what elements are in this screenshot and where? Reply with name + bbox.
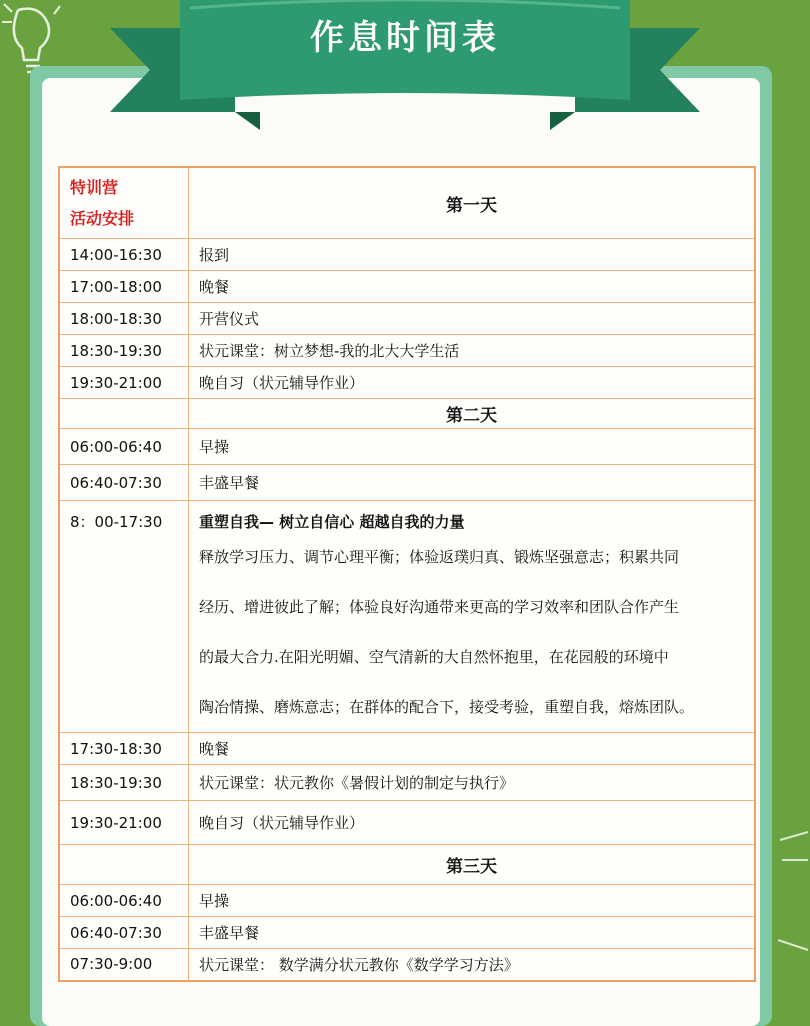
activity-cell: 早操 bbox=[189, 885, 756, 917]
table-row bbox=[59, 239, 755, 271]
page-title: 作息时间表 bbox=[310, 18, 500, 58]
table-row bbox=[59, 429, 755, 465]
day-heading: 第三天 bbox=[189, 845, 756, 885]
schedule-table bbox=[58, 166, 756, 982]
empty-cell bbox=[59, 845, 189, 885]
activity-description-cell bbox=[189, 501, 756, 733]
time-cell: 06:00-06:40 bbox=[59, 885, 189, 917]
activity-heading: 重塑自我— 树立自信心 超越自我的力量 bbox=[199, 513, 465, 531]
time-cell: 06:40-07:30 bbox=[59, 465, 189, 501]
table-row bbox=[59, 465, 755, 501]
time-cell: 17:00-18:00 bbox=[59, 271, 189, 303]
table-row bbox=[59, 801, 755, 845]
activity-cell: 丰盛早餐 bbox=[189, 917, 756, 949]
table-row bbox=[59, 949, 755, 981]
description-line: 经历、增进彼此了解；体验良好沟通带来更高的学习效率和团队合作产生 bbox=[199, 598, 680, 616]
time-cell: 18:30-19:30 bbox=[59, 765, 189, 801]
time-cell: 19:30-21:00 bbox=[59, 801, 189, 845]
activity-cell: 晚自习（状元辅导作业） bbox=[189, 367, 756, 399]
time-cell: 06:40-07:30 bbox=[59, 917, 189, 949]
table-row bbox=[59, 917, 755, 949]
header-label bbox=[59, 167, 189, 239]
time-cell: 17:30-18:30 bbox=[59, 733, 189, 765]
description-line: 释放学习压力、调节心理平衡；体验返璞归真、锻炼坚强意志；积累共同 bbox=[199, 548, 680, 566]
activity-description bbox=[199, 532, 744, 732]
empty-cell bbox=[59, 399, 189, 429]
table-row bbox=[59, 271, 755, 303]
activity-cell: 状元课堂：状元教你《暑假计划的制定与执行》 bbox=[189, 765, 756, 801]
table-row bbox=[59, 765, 755, 801]
day-row bbox=[59, 845, 755, 885]
header-label-line2: 活动安排 bbox=[70, 209, 135, 228]
time-cell: 18:30-19:30 bbox=[59, 335, 189, 367]
time-cell: 14:00-16:30 bbox=[59, 239, 189, 271]
activity-cell: 开营仪式 bbox=[189, 303, 756, 335]
table-header-row bbox=[59, 167, 755, 239]
activity-cell: 晚餐 bbox=[189, 733, 756, 765]
activity-cell: 丰盛早餐 bbox=[189, 465, 756, 501]
day-heading: 第一天 bbox=[189, 167, 756, 239]
activity-cell: 状元课堂：树立梦想-我的北大大学生活 bbox=[189, 335, 756, 367]
table-row bbox=[59, 367, 755, 399]
table-row bbox=[59, 885, 755, 917]
description-line: 陶冶情操、磨炼意志；在群体的配合下，接受考验，重塑自我，熔炼团队。 bbox=[199, 698, 695, 716]
description-line: 的最大合力.在阳光明媚、空气清新的大自然怀抱里，在花园般的环境中 bbox=[199, 648, 669, 666]
table-row bbox=[59, 733, 755, 765]
day-heading: 第二天 bbox=[189, 399, 756, 429]
activity-cell: 报到 bbox=[189, 239, 756, 271]
activity-cell: 状元课堂： 数学满分状元教你《数学学习方法》 bbox=[189, 949, 756, 981]
time-cell: 06:00-06:40 bbox=[59, 429, 189, 465]
chalk-lines-doodle-icon bbox=[770, 820, 810, 970]
activity-cell: 晚自习（状元辅导作业） bbox=[189, 801, 756, 845]
table-row bbox=[59, 501, 755, 733]
time-cell: 8：00-17:30 bbox=[59, 501, 189, 733]
table-row bbox=[59, 303, 755, 335]
activity-cell: 早操 bbox=[189, 429, 756, 465]
activity-cell: 晚餐 bbox=[189, 271, 756, 303]
time-cell: 07:30-9:00 bbox=[59, 949, 189, 981]
time-cell: 18:00-18:30 bbox=[59, 303, 189, 335]
header-label-line1: 特训营 bbox=[70, 178, 119, 197]
day-row bbox=[59, 399, 755, 429]
table-row bbox=[59, 335, 755, 367]
time-cell: 19:30-21:00 bbox=[59, 367, 189, 399]
